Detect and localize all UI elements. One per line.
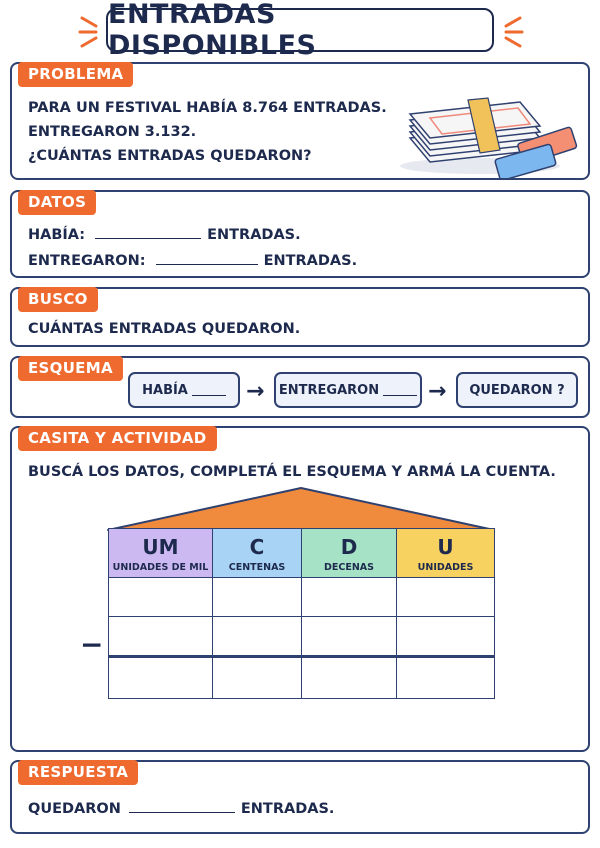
- problema-tag: PROBLEMA: [18, 62, 133, 87]
- problema-line-2: ENTREGARON 3.132.: [28, 124, 197, 140]
- col-u-name: UNIDADES: [417, 562, 474, 573]
- col-header-u: [397, 529, 495, 578]
- datos-row-2: [28, 252, 357, 269]
- col-header-c: [213, 529, 302, 578]
- esquema-entregaron-blank: [383, 385, 417, 396]
- col-um-abbr: UM: [142, 535, 179, 559]
- esquema-box-habia-label: HABÍA: [142, 382, 188, 398]
- col-header-um: [109, 529, 213, 578]
- tickets-bundle-icon: [400, 78, 586, 178]
- respuesta-tag: RESPUESTA: [18, 760, 138, 785]
- col-d-name: DECENAS: [324, 562, 374, 573]
- datos-panel: [10, 190, 590, 278]
- cell-c[interactable]: [213, 657, 302, 699]
- title-box: [106, 0, 494, 61]
- entregaron-blank[interactable]: [156, 252, 258, 265]
- cell-c[interactable]: [213, 617, 302, 657]
- col-d-abbr: D: [340, 535, 358, 559]
- minus-sign: −: [80, 628, 104, 661]
- problema-panel: [10, 62, 590, 180]
- casita-instruction: BUSCÁ LOS DATOS, COMPLETÁ EL ESQUEMA Y ARMÁ LA CUENTA.: [28, 464, 556, 480]
- arrow-icon-1: →: [246, 379, 265, 404]
- datos-row-1-unit: ENTRADAS.: [207, 227, 301, 243]
- casita-panel: [10, 426, 590, 752]
- esquema-box-entregaron[interactable]: [274, 372, 422, 408]
- cell-u[interactable]: [397, 617, 495, 657]
- esquema-panel: [10, 356, 590, 418]
- right-spark-icon: [498, 12, 524, 52]
- habia-blank[interactable]: [95, 226, 201, 239]
- busco-tag: BUSCO: [18, 287, 98, 312]
- esquema-box-quedaron[interactable]: [456, 372, 578, 408]
- left-spark-icon: [78, 12, 104, 52]
- table-row: [109, 657, 495, 699]
- col-c-abbr: C: [249, 535, 265, 559]
- cell-d[interactable]: [302, 617, 397, 657]
- esquema-box-quedaron-label: QUEDARON ?: [469, 382, 565, 398]
- cell-c[interactable]: [213, 578, 302, 617]
- arrow-icon-2: →: [428, 379, 447, 404]
- house-roof: [106, 486, 496, 532]
- cell-d[interactable]: [302, 657, 397, 699]
- cell-u[interactable]: [397, 578, 495, 617]
- table-row: [109, 578, 495, 617]
- respuesta-suffix: ENTRADAS.: [240, 801, 335, 817]
- col-header-d: [302, 529, 397, 578]
- respuesta-prefix: QUEDARON: [28, 801, 121, 817]
- problema-line-1: PARA UN FESTIVAL HABÍA 8.764 ENTRADAS.: [28, 100, 387, 116]
- casita-tag: CASITA Y ACTIVIDAD: [18, 426, 217, 451]
- datos-row-1: [28, 226, 301, 243]
- busco-panel: [10, 287, 590, 347]
- col-u-abbr: U: [437, 535, 454, 559]
- esquema-box-habia[interactable]: [128, 372, 240, 408]
- cell-d[interactable]: [302, 578, 397, 617]
- datos-row-1-label: HABÍA:: [28, 227, 86, 243]
- respuesta-line: [28, 800, 334, 817]
- cell-um[interactable]: [109, 617, 213, 657]
- esquema-habia-blank: [192, 385, 226, 396]
- datos-row-2-label: ENTREGARON:: [28, 253, 146, 269]
- cell-um[interactable]: [109, 657, 213, 699]
- respuesta-blank[interactable]: [129, 800, 235, 813]
- page-title: ENTRADAS DISPONIBLES: [108, 0, 317, 61]
- respuesta-panel: [10, 760, 590, 834]
- table-row: [109, 617, 495, 657]
- datos-tag: DATOS: [18, 190, 96, 215]
- esquema-box-entregaron-label: ENTREGARON: [278, 382, 380, 398]
- col-c-name: CENTENAS: [228, 562, 286, 573]
- busco-text: CUÁNTAS ENTRADAS QUEDARON.: [28, 321, 301, 337]
- datos-row-2-unit: ENTRADAS.: [263, 253, 358, 269]
- col-um-name: UNIDADES DE MIL: [112, 562, 209, 573]
- problema-line-3: ¿CUÁNTAS ENTRADAS QUEDARON?: [28, 148, 312, 164]
- cell-u[interactable]: [397, 657, 495, 699]
- esquema-tag: ESQUEMA: [18, 356, 123, 381]
- cell-um[interactable]: [109, 578, 213, 617]
- place-value-table: [108, 528, 495, 699]
